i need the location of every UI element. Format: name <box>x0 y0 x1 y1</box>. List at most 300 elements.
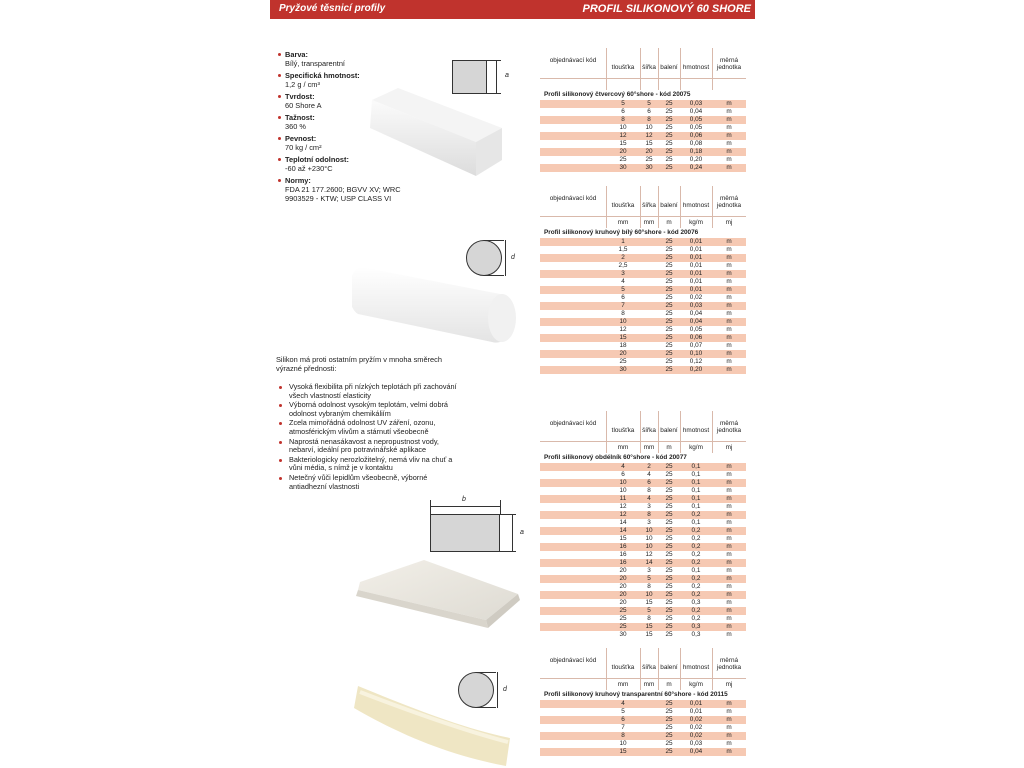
table-cell: 12 <box>645 551 653 558</box>
table-cell: 16 <box>619 559 627 566</box>
table-cell: 0,1 <box>691 463 701 470</box>
table-cell: m <box>726 732 732 739</box>
table-cell: 25 <box>665 358 673 365</box>
table-cell: 20 <box>619 591 627 598</box>
table-cell: 25 <box>619 623 627 630</box>
table-cell: 5 <box>621 708 625 715</box>
table-cell: m <box>726 479 732 486</box>
product-table <box>540 48 746 172</box>
table-cell: 15 <box>645 140 653 147</box>
unit-label: m <box>666 444 672 451</box>
table-cell: 30 <box>619 631 627 638</box>
table-cell: 25 <box>665 254 673 261</box>
table-cell: 25 <box>665 318 673 325</box>
table-row <box>540 623 746 631</box>
table-cell: 25 <box>665 270 673 277</box>
advantage-item: Bakteriologicky nerozložitelný, nemá vliv na chuť a vůni média, s nímž je v kontaktu <box>276 456 462 473</box>
table-cell: 0,04 <box>689 748 703 755</box>
table-cell: 0,03 <box>689 740 703 747</box>
table-cell: 0,01 <box>689 238 703 245</box>
table-row <box>540 156 746 164</box>
dim-label-d-transparent: d <box>503 686 507 693</box>
table-title: Profil silikonový čtvercový 60°shore - kód 20075 <box>544 91 691 98</box>
table-cell: 8 <box>647 487 651 494</box>
table-cell: 25 <box>665 108 673 115</box>
product-table <box>540 411 746 639</box>
advantage-item: Netečný vůči lepidlům všeobecně, výborné antiadhezní vlastnosti <box>276 474 462 491</box>
table-cell: 25 <box>665 487 673 494</box>
table-cell: 0,02 <box>689 716 703 723</box>
table-cell: 30 <box>619 164 627 171</box>
table-row <box>540 246 746 254</box>
table-cell: 4 <box>621 278 625 285</box>
table-cell: 0,02 <box>689 732 703 739</box>
unit-label: kg/m <box>689 219 703 226</box>
table-cell: 0,10 <box>689 350 703 357</box>
table-cell: 1,5 <box>618 246 628 253</box>
table-cell: 25 <box>665 748 673 755</box>
table-cell: 5 <box>621 100 625 107</box>
unit-label: mm <box>643 444 655 451</box>
table-row <box>540 278 746 286</box>
table-cell: 0,06 <box>689 132 703 139</box>
advantage-item: Výborná odolnost vysokým teplotám, velmi dobrá odolnost vybraným chemikáliím <box>276 401 462 418</box>
table-cell: 20 <box>619 583 627 590</box>
table-cell: 0,12 <box>689 358 703 365</box>
table-cell: 25 <box>665 262 673 269</box>
table-cell: m <box>726 615 732 622</box>
table-row <box>540 270 746 278</box>
unit-label: mm <box>617 681 629 688</box>
table-cell: 8 <box>621 116 625 123</box>
table-cell: 25 <box>665 156 673 163</box>
table-cell: m <box>726 607 732 614</box>
table-cell: 25 <box>665 310 673 317</box>
table-cell: 25 <box>665 116 673 123</box>
column-header: tloušťka <box>611 202 635 209</box>
table-cell: m <box>726 246 732 253</box>
table-cell: 25 <box>665 732 673 739</box>
table-cell: 0,05 <box>689 326 703 333</box>
table-row <box>540 583 746 591</box>
table-cell: 10 <box>645 591 653 598</box>
table-cell: m <box>726 567 732 574</box>
table-cell: m <box>726 503 732 510</box>
table-row <box>540 567 746 575</box>
table-cell: 0,3 <box>691 623 701 630</box>
property-value: 60 Shore A <box>285 101 322 110</box>
table-cell: 25 <box>665 708 673 715</box>
table-cell: m <box>726 487 732 494</box>
table-cell: 25 <box>665 342 673 349</box>
table-cell: 25 <box>665 350 673 357</box>
table-row <box>540 254 746 262</box>
table-cell: 12 <box>619 503 627 510</box>
table-cell: 0,07 <box>689 342 703 349</box>
table-cell: 8 <box>647 615 651 622</box>
table-cell: 25 <box>619 615 627 622</box>
unit-label: m <box>666 219 672 226</box>
table-row <box>540 366 746 374</box>
table-cell: 0,2 <box>691 591 701 598</box>
table-cell: 0,3 <box>691 631 701 638</box>
table-cell: 10 <box>619 479 627 486</box>
table-cell: 14 <box>619 527 627 534</box>
table-row <box>540 527 746 535</box>
table-cell: 25 <box>665 511 673 518</box>
table-cell: m <box>726 471 732 478</box>
table-cell: 0,2 <box>691 527 701 534</box>
table-cell: 6 <box>621 294 625 301</box>
table-header <box>540 648 746 690</box>
column-header: objednávací kód <box>549 57 597 64</box>
column-header: měrná jednotka <box>716 657 742 671</box>
table-cell: 25 <box>665 591 673 598</box>
table-cell: 0,20 <box>689 156 703 163</box>
table-row <box>540 599 746 607</box>
table-cell: 8 <box>621 310 625 317</box>
table-cell: 3 <box>647 567 651 574</box>
table-cell: m <box>726 334 732 341</box>
column-header: objednávací kód <box>549 195 597 202</box>
table-row <box>540 724 746 732</box>
table-cell: 25 <box>665 623 673 630</box>
table-cell: 25 <box>665 567 673 574</box>
table-cell: 4 <box>621 463 625 470</box>
property-value: -60 až +230°C <box>285 164 333 173</box>
table-cell: 0,2 <box>691 615 701 622</box>
property-label: Specifická hmotnost: <box>285 71 360 80</box>
table-cell: m <box>726 310 732 317</box>
table-cell: 8 <box>647 583 651 590</box>
table-row <box>540 543 746 551</box>
table-cell: 15 <box>619 535 627 542</box>
table-cell: 0,2 <box>691 511 701 518</box>
table-cell: 30 <box>645 164 653 171</box>
table-row <box>540 591 746 599</box>
table-cell: 12 <box>645 132 653 139</box>
table-cell: m <box>726 527 732 534</box>
unit-label: mm <box>643 219 655 226</box>
unit-label: m <box>666 681 672 688</box>
table-cell: 1 <box>621 238 625 245</box>
table-row <box>540 716 746 724</box>
table-cell: 7 <box>621 724 625 731</box>
table-cell: m <box>726 631 732 638</box>
table-cell: 25 <box>665 583 673 590</box>
table-cell: m <box>726 575 732 582</box>
table-cell: 6 <box>621 471 625 478</box>
table-row <box>540 326 746 334</box>
table-cell: m <box>726 254 732 261</box>
table-cell: 3 <box>621 270 625 277</box>
table-header <box>540 48 746 90</box>
table-cell: 8 <box>647 116 651 123</box>
table-row <box>540 294 746 302</box>
table-cell: 25 <box>665 286 673 293</box>
column-header: šířka <box>642 427 656 434</box>
table-row <box>540 342 746 350</box>
unit-label: mm <box>617 444 629 451</box>
table-cell: m <box>726 148 732 155</box>
table-cell: m <box>726 543 732 550</box>
table-cell: 25 <box>619 156 627 163</box>
table-cell: 0,04 <box>689 310 703 317</box>
table-cell: 0,2 <box>691 575 701 582</box>
table-cell: 10 <box>645 124 653 131</box>
table-cell: 25 <box>665 631 673 638</box>
table-row <box>540 262 746 270</box>
table-cell: 6 <box>647 479 651 486</box>
table-cell: 0,2 <box>691 559 701 566</box>
table-cell: m <box>726 748 732 755</box>
table-cell: m <box>726 366 732 373</box>
property-label: Pevnost: <box>285 134 317 143</box>
table-row <box>540 631 746 639</box>
table-cell: 0,1 <box>691 487 701 494</box>
table-cell: 0,1 <box>691 503 701 510</box>
table-cell: 25 <box>665 294 673 301</box>
table-row <box>540 700 746 708</box>
table-cell: 25 <box>665 124 673 131</box>
column-separator <box>640 48 641 90</box>
header-product-title: PROFIL SILIKONOVÝ 60 SHORE <box>582 3 751 15</box>
table-cell: 30 <box>619 366 627 373</box>
product-table <box>540 186 746 374</box>
table-cell: m <box>726 724 732 731</box>
table-row <box>540 487 746 495</box>
table-cell: m <box>726 326 732 333</box>
product-table <box>540 648 746 756</box>
dim-label-a: a <box>505 72 509 79</box>
unit-label: mj <box>725 681 733 688</box>
table-row <box>540 124 746 132</box>
table-cell: 12 <box>619 326 627 333</box>
table-cell: m <box>726 100 732 107</box>
table-cell: m <box>726 559 732 566</box>
table-cell: 25 <box>645 156 653 163</box>
table-cell: 0,1 <box>691 519 701 526</box>
property-label: Tažnost: <box>285 113 315 122</box>
table-cell: 14 <box>619 519 627 526</box>
table-cell: 25 <box>665 463 673 470</box>
table-cell: 25 <box>665 302 673 309</box>
table-row <box>540 108 746 116</box>
table-cell: 10 <box>619 318 627 325</box>
property-item <box>278 176 428 203</box>
column-header: měrná jednotka <box>716 195 742 209</box>
table-cell: m <box>726 132 732 139</box>
table-cell: 3 <box>647 519 651 526</box>
column-header: hmotnost <box>682 427 710 434</box>
table-row <box>540 132 746 140</box>
table-cell: 20 <box>619 575 627 582</box>
table-cell: 25 <box>665 495 673 502</box>
column-header: hmotnost <box>682 64 710 71</box>
table-cell: 0,20 <box>689 366 703 373</box>
table-cell: 4 <box>647 471 651 478</box>
table-cell: 0,03 <box>689 302 703 309</box>
column-header: šířka <box>642 664 656 671</box>
table-cell: 4 <box>621 700 625 707</box>
table-cell: 25 <box>665 543 673 550</box>
table-cell: m <box>726 716 732 723</box>
column-header: hmotnost <box>682 202 710 209</box>
unit-label: mm <box>643 681 655 688</box>
transparent-tube-photo <box>352 678 522 768</box>
column-header: balení <box>660 664 678 671</box>
table-cell: 6 <box>647 108 651 115</box>
column-separator <box>606 48 607 90</box>
table-cell: 0,3 <box>691 599 701 606</box>
table-cell: 7 <box>621 302 625 309</box>
table-cell: 0,24 <box>689 164 703 171</box>
table-row <box>540 551 746 559</box>
table-cell: 25 <box>665 716 673 723</box>
table-cell: m <box>726 116 732 123</box>
table-cell: 25 <box>665 326 673 333</box>
table-cell: m <box>726 708 732 715</box>
table-cell: 25 <box>665 559 673 566</box>
table-cell: 25 <box>665 535 673 542</box>
table-cell: 25 <box>619 358 627 365</box>
table-cell: 16 <box>619 551 627 558</box>
table-cell: 0,01 <box>689 708 703 715</box>
column-separator <box>712 48 713 90</box>
table-cell: 25 <box>665 740 673 747</box>
table-cell: 14 <box>645 559 653 566</box>
table-cell: m <box>726 551 732 558</box>
table-cell: m <box>726 583 732 590</box>
table-cell: 0,1 <box>691 567 701 574</box>
table-cell: 16 <box>619 543 627 550</box>
table-cell: 12 <box>619 511 627 518</box>
table-cell: 25 <box>665 132 673 139</box>
table-header <box>540 186 746 228</box>
table-cell: 15 <box>645 631 653 638</box>
table-row <box>540 148 746 156</box>
table-row <box>540 708 746 716</box>
table-cell: m <box>726 740 732 747</box>
table-cell: m <box>726 140 732 147</box>
column-header: šířka <box>642 64 656 71</box>
table-cell: 0,03 <box>689 100 703 107</box>
table-row <box>540 310 746 318</box>
table-cell: 5 <box>647 607 651 614</box>
table-cell: m <box>726 599 732 606</box>
table-cell: m <box>726 294 732 301</box>
table-cell: 10 <box>645 543 653 550</box>
table-cell: 10 <box>645 527 653 534</box>
table-row <box>540 748 746 756</box>
unit-label: mj <box>725 444 733 451</box>
column-header: hmotnost <box>682 664 710 671</box>
table-cell: 0,01 <box>689 286 703 293</box>
property-label: Tvrdost: <box>285 92 315 101</box>
advantage-item: Naprostá nenasákavost a nepropustnost vody, nebarví, ideální pro potravinářské aplikace <box>276 438 462 455</box>
property-label: Normy: <box>285 176 311 185</box>
table-cell: 25 <box>665 575 673 582</box>
property-value: 360 % <box>285 122 306 131</box>
dim-label-a-rect: a <box>520 529 524 536</box>
table-cell: 25 <box>665 479 673 486</box>
property-value: FDA 21 177.2600; BGVV XV; WRC 9903529 - KTW; USP CLASS VI <box>285 185 401 203</box>
table-cell: 25 <box>665 519 673 526</box>
column-header: objednávací kód <box>549 420 597 427</box>
table-cell: 25 <box>665 551 673 558</box>
table-cell: 15 <box>619 334 627 341</box>
table-header <box>540 411 746 453</box>
table-cell: m <box>726 270 732 277</box>
round-white-profile-photo <box>352 258 522 348</box>
column-header: balení <box>660 202 678 209</box>
table-cell: 25 <box>665 615 673 622</box>
advantages-list <box>276 383 462 492</box>
table-cell: 18 <box>619 342 627 349</box>
table-cell: 25 <box>665 503 673 510</box>
header-bar <box>270 0 755 19</box>
table-row <box>540 575 746 583</box>
table-cell: 3 <box>647 503 651 510</box>
column-header: tloušťka <box>611 64 635 71</box>
table-cell: 25 <box>665 164 673 171</box>
table-row <box>540 535 746 543</box>
table-cell: 20 <box>619 350 627 357</box>
table-cell: m <box>726 591 732 598</box>
table-cell: 5 <box>647 100 651 107</box>
table-cell: m <box>726 700 732 707</box>
unit-label: kg/m <box>689 444 703 451</box>
unit-label: mm <box>617 219 629 226</box>
table-cell: 0,2 <box>691 535 701 542</box>
column-header: šířka <box>642 202 656 209</box>
table-cell: 25 <box>665 471 673 478</box>
table-row <box>540 100 746 108</box>
table-cell: 0,2 <box>691 551 701 558</box>
table-cell: m <box>726 318 732 325</box>
table-cell: 25 <box>665 700 673 707</box>
table-cell: m <box>726 238 732 245</box>
column-separator <box>680 48 681 90</box>
header-divider <box>540 78 746 79</box>
table-cell: m <box>726 519 732 526</box>
table-cell: 8 <box>647 511 651 518</box>
table-cell: 20 <box>619 148 627 155</box>
table-cell: 20 <box>619 567 627 574</box>
rectangle-profile-photo <box>354 556 524 630</box>
advantage-item: Vysoká flexibilita při nízkých teplotách při zachování všech vlastností elasticity <box>276 383 462 400</box>
table-cell: 25 <box>665 366 673 373</box>
table-row <box>540 463 746 471</box>
table-cell: m <box>726 286 732 293</box>
table-cell: 0,05 <box>689 116 703 123</box>
table-cell: 25 <box>665 724 673 731</box>
table-cell: 5 <box>621 286 625 293</box>
table-cell: m <box>726 108 732 115</box>
property-label: Barva: <box>285 50 309 59</box>
table-cell: m <box>726 156 732 163</box>
table-cell: 25 <box>665 238 673 245</box>
table-cell: 25 <box>665 140 673 147</box>
table-cell: 25 <box>665 100 673 107</box>
column-separator <box>658 48 659 90</box>
table-cell: 25 <box>665 148 673 155</box>
column-header: měrná jednotka <box>716 57 742 71</box>
table-row <box>540 238 746 246</box>
table-cell: m <box>726 511 732 518</box>
table-cell: 25 <box>665 246 673 253</box>
table-row <box>540 732 746 740</box>
